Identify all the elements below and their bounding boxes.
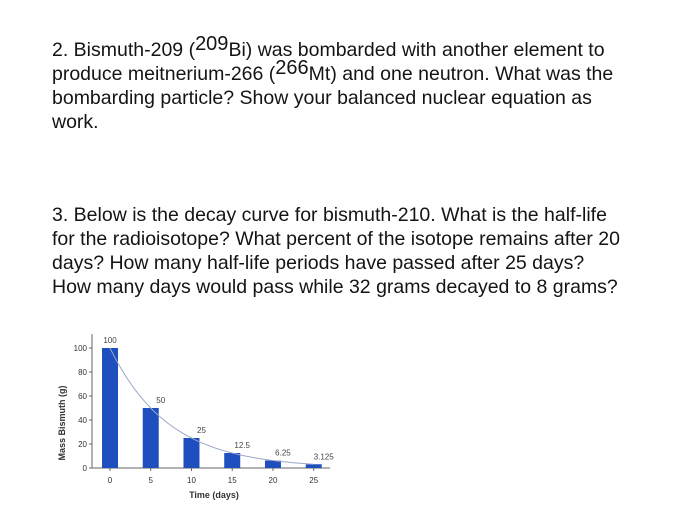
bar-day-0 — [102, 348, 118, 468]
y-tick-label: 80 — [78, 368, 87, 377]
y-tick-label: 20 — [78, 440, 87, 449]
bar-day-25 — [306, 464, 322, 468]
question-3 — [52, 203, 692, 299]
isotope-superscript-266: 266 — [275, 57, 309, 79]
data-label: 100 — [103, 336, 117, 345]
question-2-line-3: bombarding particle? Show your balanced nuclear equation as — [52, 87, 592, 109]
question-2-line-4: work. — [52, 111, 99, 133]
question-3-line-3: days? How many half-life periods have passed after 25 days? — [52, 252, 585, 274]
y-tick-label: 100 — [73, 344, 87, 353]
isotope-superscript-209: 209 — [195, 33, 229, 55]
x-tick-label: 15 — [227, 476, 237, 485]
question-3-line-4: How many days would pass while 32 grams decayed to 8 grams? — [52, 276, 618, 298]
bar-day-10 — [183, 438, 199, 468]
data-label: 6.25 — [275, 448, 291, 458]
question-2-line-2: produce meitnerium-266 ($^{266}$Mt) and one neutron. What was the — [52, 57, 614, 85]
decay-bar-chart — [52, 318, 342, 508]
data-label: 3.125 — [313, 452, 334, 462]
question-2-line-1: 2. Bismuth-209 ($^{209}$Bi) was bombarded with another element to — [52, 33, 605, 61]
question-2 — [52, 33, 692, 134]
x-axis-label: Time (days) — [189, 490, 239, 500]
x-tick-label: 0 — [107, 476, 113, 485]
question-3-line-2: for the radioisotope? What percent of the isotope remains after 20 — [52, 228, 620, 250]
y-tick-label: 60 — [78, 392, 87, 401]
x-tick-label: 25 — [309, 476, 319, 485]
data-label: 50 — [156, 396, 166, 405]
x-tick-label: 5 — [148, 476, 153, 485]
y-tick-label: 0 — [82, 464, 87, 473]
bar-day-5 — [143, 408, 159, 468]
decay-curve — [110, 348, 314, 464]
x-tick-label: 10 — [187, 476, 196, 485]
question-3-line-1: 3. Below is the decay curve for bismuth-210. What is the half-life — [52, 204, 607, 226]
data-label: 12.5 — [234, 441, 251, 450]
y-tick-label: 40 — [78, 416, 87, 425]
y-axis-label: Mass Bismuth (g) — [57, 385, 67, 461]
bar-day-15 — [224, 453, 240, 468]
data-label: 25 — [197, 426, 206, 435]
x-tick-label: 20 — [268, 476, 278, 485]
